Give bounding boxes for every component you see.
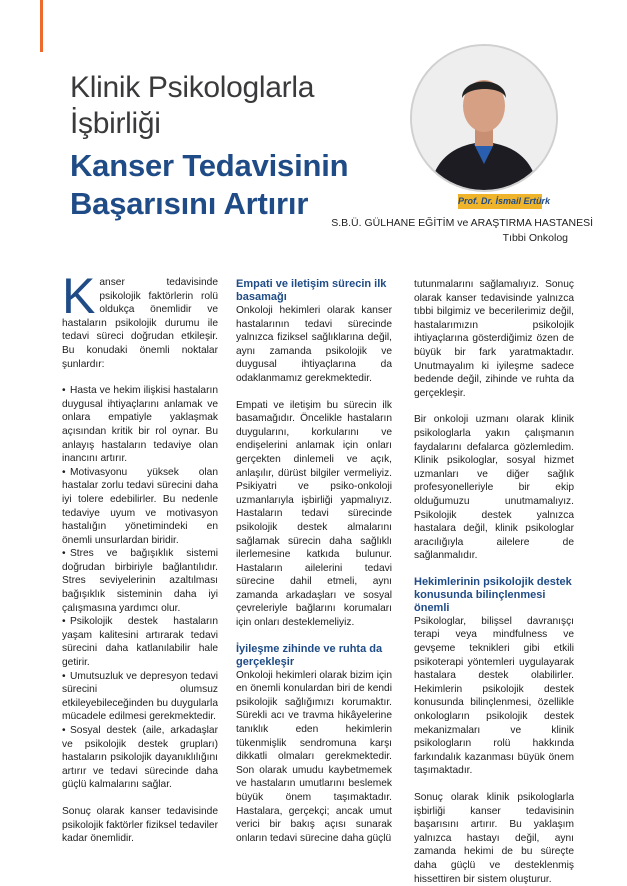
portrait-image <box>412 46 556 190</box>
title-line-1: Klinik Psikologlarla <box>70 71 315 104</box>
bullet-item: • Sosyal destek (aile, arkadaşlar ve psikolojik destek grupları) hastaların psikolojik dayanıklılığını artırır ve tedavi sürecinde daha güçlü kalmalarını sağlar. <box>62 725 218 791</box>
drop-cap: K <box>62 268 96 324</box>
article-column-3 <box>414 278 574 886</box>
author-hospital: S.B.Ü. GÜLHANE EĞİTİM ve ARAŞTIRMA HASTANESİ <box>331 217 593 229</box>
bullet-item: • Motivasyonu yüksek olan hastalar zorlu tedavi sürecini daha iyi tolere edebilirler. Bu nedenle tedaviye uyum ve motivasyon hastalığın yönetimindeki en önemli unsurlardan biridir. <box>62 466 218 546</box>
bullet-item: • Stres ve bağışıklık sistemi doğrudan birbiriyle bağlantılıdır. Stres seviyelerinin azaltılması bağışıklık sisteminin daha iyi çalışmasına yardımcı olur. <box>62 548 218 614</box>
body-paragraph: Psikologlar, bilişsel davranışçı terapi veya mindfulness ve gevşeme teknikleri gibi etkili psikoterapi yöntemleri uygulayarak hastalara destek olabilirler. Hekimlerin psikolojik destek konusunda bilinçlenmesi, özellikle onkologların psikolojik destek mekanizmaları ve klinik psikologların rolü hakkında farkındalık kazanması büyük önem taşımaktadır. <box>414 615 574 777</box>
article-headline <box>70 147 348 223</box>
headline-line-2: Başarısını Artırır <box>70 186 309 221</box>
intro-paragraph: Kanser tedavisinde psikolojik faktörlerin rolü oldukça önemlidir ve hastaların psikolojik durumu ile tedavi süreci doğrudan etkileşir. Bu konudaki önemli noktalar şunlardır: <box>62 268 218 370</box>
article-title <box>70 70 314 142</box>
bullet-item: • Psikolojik destek hastaların yaşam kalitesini artırarak tedavi sürecini daha katlanılabilir hale getirir. <box>62 616 218 669</box>
author-name-badge: Prof. Dr. İsmail Ertürk <box>458 194 542 209</box>
author-portrait <box>410 44 558 192</box>
body-paragraph: Onkoloji hekimleri olarak kanser hastalarının tedavi sürecinde yalnızca fiziksel sağlıklarına değil, aynı zamanda psikolojik ve duygusal ihtiyaçlarına da odaklanmamız gerekmektedir. <box>236 305 392 384</box>
body-paragraph: Bir onkoloji uzmanı olarak klinik psikologlarla yakın çalışmanın faydalarını defalarca gözlemledim. Klinik psikologlar, sosyal hizmet uzmanları ve diğer sağlık profesyonelleriyle bir ekip olduğumuzu unutmamalıyız. Psikolojik destek yalnızca hastalara değil, klinik psikologlar aracılığıyla ailelere de sağlanmalıdır. <box>414 414 574 562</box>
section-heading: İyileşme zihinde ve ruhta da gerçekleşir <box>236 642 383 668</box>
article-column-2 <box>236 278 392 845</box>
closing-paragraph: Sonuç olarak kanser tedavisinde psikolojik faktörler fiziksel tedaviler kadar önemlidir. <box>62 805 218 845</box>
bullet-item: • Hasta ve hekim ilişkisi hastaların duygusal ihtiyaçlarını anlamak ve onlara empatiyle yaklaşmak açısından kritik bir rol oynar. Bu anlayış hastaların tedaviye olan inancını artırır. <box>62 385 218 465</box>
headline-line-1: Kanser Tedavisinin <box>70 148 349 183</box>
author-department: Tıbbi Onkolog <box>502 232 568 244</box>
title-line-2: İşbirliği <box>70 107 161 140</box>
accent-bar <box>40 0 43 52</box>
body-paragraph: Sonuç olarak klinik psikologlarla işbirliği kanser tedavisinin başarısını artırır. Bu yaklaşım yalnızca hastayı değil, aynı zamanda hekimi de bu süreçte daha güçlü ve desteklenmiş hissettiren bir sistem oluşturur. <box>414 792 574 885</box>
article-column-1 <box>62 268 218 846</box>
bullet-item: • Umutsuzluk ve depresyon tedavi sürecini olumsuz etkileyebileceğinden bu duygularla mücadele edilmesi gerekmektedir. <box>62 670 218 723</box>
body-paragraph: Onkoloji hekimleri olarak bizim için en önemli konulardan biri de kendi psikolojik sağlığımızı korumaktır. Sürekli acı ve travma hikâyelerine tanıklık eden hekimlerin tükenmişlik sendromuna karşı dikkatli olmaları gerekmektedir. Son olarak umudu kaybetmemek ve hastaların umutlarını beslemek büyük önem taşımaktadır. Hastalara, gerçekçi; ancak umut verici bir bakış açısı sunarak onların tedavi sürecine daha güçlü <box>236 669 392 844</box>
section-heading: Hekimlerinin psikolojik destek konusunda bilinçlenmesi önemli <box>414 575 572 614</box>
body-paragraph: tutunmalarını sağlamalıyız. Sonuç olarak kanser tedavisinde yalnızca tıbbi bilgimiz ve becerilerimiz değil, hastalarımızın psikolojik ihtiyaçlarına gösterdiğimiz özen de büyük bir fark yaratmaktadır. Unutmayalım ki iyileşme sadece bedende değil, zihinde ve ruhta da gerçekleşir. <box>414 279 574 399</box>
section-heading: Empati ve iletişim sürecin ilk basamağı <box>236 278 387 303</box>
body-paragraph: Empati ve iletişim bu sürecin ilk basamağıdır. Öncelikle hastaların duygularını, korkularını ve endişelerini anlamak için onları gerçekten dinlemeli ve açık, anlaşılır, dürüst bilgiler vermeliyiz. Psikiyatri ve psiko-onkoloji uzmanlarıyla işbirliği yapmalıyız. Hastaların tedavi sürecinde psikolojik destek almalarını sağlamak sürecin daha sağlıklı ilerlemesine katkıda bulunur. Hastaların ailelerini tedavi sürecine dahil etmeli, aynı zamanda arkadaşları ve sosyal çevreleriyle bağlarını korumaları için onları desteklemeliyiz. <box>236 399 392 629</box>
